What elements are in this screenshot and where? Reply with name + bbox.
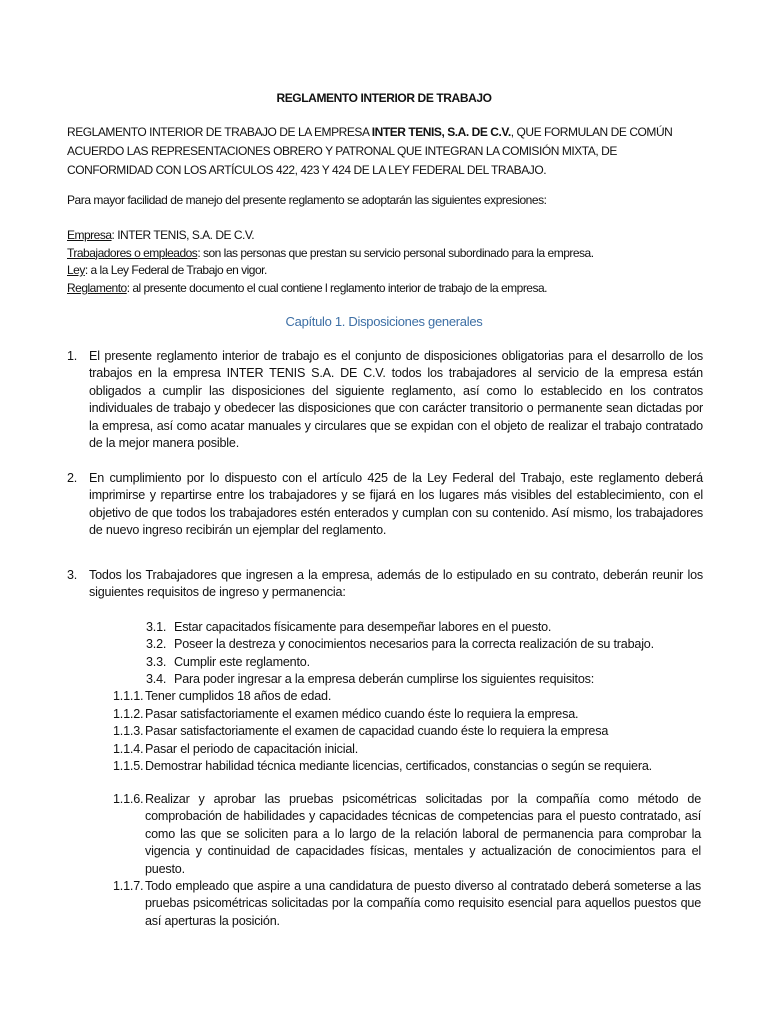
requirement-item <box>113 741 701 758</box>
definitions-list <box>67 227 707 297</box>
sub-item-text: Cumplir este reglamento. <box>174 655 310 669</box>
item-number: 1. <box>67 349 78 363</box>
requirement-item <box>113 758 701 775</box>
requirement-text: Demostrar habilidad técnica mediante licencias, certificados, constancias o según se requiera. <box>145 759 652 773</box>
sub-item-number: 3.3. <box>146 655 167 669</box>
list-item <box>67 567 703 602</box>
requirement-item <box>113 723 701 740</box>
item-text: Todos los Trabajadores que ingresen a la empresa, además de lo estipulado en su contrato, deberán reunir los siguientes requisitos de ingreso y permanencia: <box>89 568 703 600</box>
requirement-number: 1.1.3. <box>113 724 144 738</box>
definition-text: : a la Ley Federal de Trabajo en vigor. <box>84 263 267 277</box>
intro-company: INTER TENIS, S.A. DE C.V. <box>371 125 511 139</box>
sub-item-number: 3.4. <box>146 672 167 686</box>
definition-item <box>67 227 707 245</box>
document-title: REGLAMENTO INTERIOR DE TRABAJO <box>276 91 492 105</box>
item-text: El presente reglamento interior de trabajo es el conjunto de disposiciones obligatorias para el desarrollo de los trabajos en la empresa INTER TENIS S.A. DE C.V. todos los trabajadores al servicio de la empresa están obligados a cumplir las disposiciones del siguiente reglamento, así como lo establecido en los contratos individuales de trabajo y obedecer las disposiciones que con carácter transitorio o permanente sean dictadas por la empresa, así como acatar manuales y circulares que se expidan con el objeto de realizar el trabajo contratado de la mejor manera posible. <box>89 349 703 451</box>
requirement-text: Realizar y aprobar las pruebas psicométricas solicitadas por la compañía como método de comprobación de habilidades y capacidades técnicas de competencias para el puesto contratado, así como las que se soliciten para a lo largo de la relación laboral de permanencia para comprobar la vigencia y continuidad de capacidades físicas, mentales y actualización de conocimientos para el puesto. <box>145 792 701 876</box>
requirement-number: 1.1.1. <box>113 689 144 703</box>
chapter-heading: Capítulo 1. Disposiciones generales <box>285 314 483 329</box>
requirement-item <box>113 791 701 878</box>
definition-text: : son las personas que prestan su servicio personal subordinado para la empresa. <box>197 245 594 260</box>
item-text: En cumplimiento por lo dispuesto con el artículo 425 de la Ley Federal del Trabajo, este reglamento deberá imprimirse y repartirse entre los trabajadores y se fijará en los lugares más visibles del establecimiento, con el objetivo de que todos los trabajadores estén enterados y cumplan con su contenido. Así mismo, los trabajadores de nuevo ingreso recibirán un ejemplar del reglamento. <box>89 471 703 538</box>
requirement-item <box>113 878 701 930</box>
item-number: 2. <box>67 471 78 485</box>
requirement-item <box>113 706 701 723</box>
list-item <box>67 348 703 452</box>
definition-item <box>67 280 707 298</box>
sub-item <box>146 671 594 688</box>
definition-term: Trabajadores o empleados <box>67 245 198 260</box>
definition-term: Ley <box>67 263 85 277</box>
requirement-number: 1.1.7. <box>113 879 144 893</box>
definition-term: Empresa <box>67 228 112 242</box>
requirement-text: Todo empleado que aspire a una candidatura de puesto diverso al contratado deberá someterse a las pruebas psicométricas solicitadas por la compañía como requisito esencial para aquellos puestos que así aperturas la posición. <box>145 879 701 928</box>
requirement-text: Pasar el periodo de capacitación inicial. <box>145 742 359 756</box>
requirement-number: 1.1.5. <box>113 759 144 773</box>
sub-item <box>146 654 310 671</box>
expressions-intro: Para mayor facilidad de manejo del presente reglamento se adoptarán las siguientes expresiones: <box>67 193 547 207</box>
requirement-text: Pasar satisfactoriamente el examen de capacidad cuando éste lo requiera la empresa <box>145 724 609 738</box>
sub-item-number: 3.1. <box>146 620 167 634</box>
definition-text: : INTER TENIS, S.A. DE C.V. <box>111 228 255 242</box>
sub-item-text: Poseer la destreza y conocimientos necesarios para la correcta realización de su trabajo. <box>174 637 654 651</box>
item-number: 3. <box>67 568 78 582</box>
definition-item <box>67 245 707 263</box>
intro-suffix: , QUE FORMULAN DE COMÚN ACUERDO LAS REPRESENTACIONES OBRERO Y PATRONAL QUE INTEGRAN LA COMISIÓN MIXTA, DE CONFORMIDAD CON LOS ARTÍCULOS 422, 423 Y 424 DE LA LEY FEDERAL DEL TRABAJO. <box>67 125 673 177</box>
requirement-text: Tener cumplidos 18 años de edad. <box>145 689 332 703</box>
sub-item <box>146 636 654 653</box>
requirement-number: 1.1.2. <box>113 707 144 721</box>
list-item <box>67 470 703 540</box>
intro-prefix: REGLAMENTO INTERIOR DE TRABAJO DE LA EMPRESA <box>67 125 372 139</box>
sub-item-text: Para poder ingresar a la empresa deberán cumplirse los siguientes requisitos: <box>174 672 595 686</box>
requirement-text: Pasar satisfactoriamente el examen médico cuando éste lo requiera la empresa. <box>145 707 579 721</box>
requirement-number: 1.1.4. <box>113 742 144 756</box>
intro-paragraph <box>67 123 703 180</box>
requirement-number: 1.1.6. <box>113 792 144 806</box>
sub-item-number: 3.2. <box>146 637 167 651</box>
requirement-item <box>113 688 701 705</box>
definition-item <box>67 262 707 280</box>
definition-term: Reglamento <box>67 280 127 295</box>
definition-text: : al presente documento el cual contiene l reglamento interior de trabajo de la empresa. <box>126 280 547 295</box>
sub-item-text: Estar capacitados físicamente para desempeñar labores en el puesto. <box>174 620 552 634</box>
sub-item <box>146 619 551 636</box>
